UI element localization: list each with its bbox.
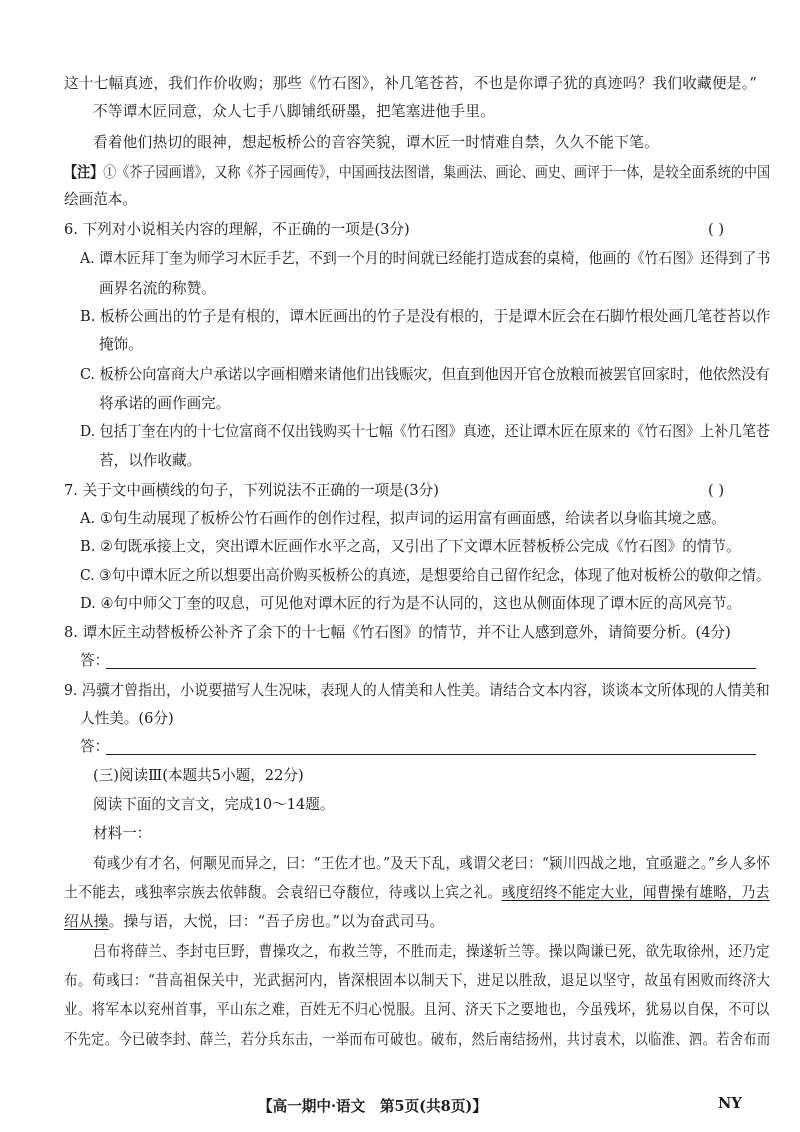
section-3-instruction: 阅读下面的文言文，完成10～14题。 (93, 796, 335, 813)
question-9-answer-label: 答： (80, 738, 110, 755)
story-paragraph-3: 看着他们热切的眼神，想起板桥公的音容笑貌，谭木匠一时情难自禁，久久不能下笔。 (93, 134, 659, 151)
question-8-answer-label: 答： (80, 652, 110, 669)
underlined-sentence-part-2: 绍从操 (64, 913, 109, 930)
question-6-option-b-line-1: B. 板桥公画出的竹子是有根的，谭木匠画出的竹子是没有根的，于是谭木匠会在石脚竹根处画几笔苍苔以作 (80, 308, 771, 325)
story-paragraph-1: 这十七幅真迹，我们作价收购；那些《竹石图》，补几笔苍苔，不也是你谭子犹的真迹吗？我们收藏便是。” (64, 75, 758, 92)
footer-code: NY (718, 1095, 742, 1112)
question-9-answer-line[interactable] (106, 754, 756, 755)
story-paragraph-2: 不等谭木匠同意，众人七手八脚铺纸研墨，把笔塞进他手里。 (93, 103, 496, 120)
question-7-option-b: B. ②句既承接上文，突出谭木匠画作水平之高，又引出了下文谭木匠替板桥公完成《竹石图》的情节。 (80, 538, 741, 555)
annotation-text: ①《芥子园画谱》，又称《芥子园画传》，中国画技法图谱，集画法、画论、画史、画评于一体，是较全面系统的中国 (103, 164, 771, 181)
annotation-tag: 【注】 (64, 164, 104, 181)
question-6-option-d-line-1: D. 包括丁奎在内的十七位富商不仅出钱购买十七幅《竹石图》真迹，还让谭木匠在原来的《竹石图》上补几笔苍 (80, 423, 770, 440)
classical-text-line-5: 布。荀彧曰：“昔高祖保关中，光武据河内，皆深根固本以制天下，进足以胜敌，退足以坚守，故虽有困败而终济大 (64, 972, 771, 989)
question-6-option-a-line-1: A. 谭木匠拜丁奎为师学习木匠手艺，不到一个月的时间就已经能打造成套的桌椅，他画的《竹石图》还得到了书 (80, 250, 771, 267)
classical-text-segment: 。操与语，大悦，曰：“吾子房也。”以为奋武司马。 (108, 913, 445, 930)
section-3-heading: (三)阅读Ⅲ(本题共5小题，22分) (93, 767, 304, 784)
question-8-answer-line[interactable] (106, 668, 756, 669)
question-6-stem: 6. 下列对小说相关内容的理解，不正确的一项是(3分) (64, 221, 410, 238)
question-8-stem: 8. 谭木匠主动替板桥公补齐了余下的十七幅《竹石图》的情节，并不让人感到意外，请简要分析。(4分) (64, 624, 731, 641)
material-1-label: 材料一： (93, 825, 152, 842)
question-7-option-d: D. ④句中师父丁奎的叹息，可见他对谭木匠的行为是不认同的，这也从侧面体现了谭木匠的高风亮节。 (80, 595, 742, 612)
underlined-sentence-part-1: 彧度绍终不能定大业，闻曹操有雄略，乃去 (501, 884, 770, 901)
classical-text-line-7: 不先定。今已破李封、薛兰，若分兵东击，一举而布可破也。破布，然后南结扬州，共讨袁术，以临淮、泗。若舍布而 (64, 1031, 771, 1048)
question-9-stem-line-2: 人性美。(6分) (80, 710, 174, 727)
question-6-option-a-line-2: 画界名流的称赞。 (99, 280, 216, 297)
question-7-option-a: A. ①句生动展现了板桥公竹石画作的创作过程，拟声词的运用富有画面感，给读者以身临其境之感。 (80, 510, 726, 527)
question-7-stem: 7. 关于文中画横线的句子，下列说法不正确的一项是(3分) (64, 482, 439, 499)
question-6-option-c-line-2: 将承诺的画作画完。 (99, 395, 231, 412)
annotation-line-1 (64, 163, 770, 183)
question-7-answer-blank[interactable]: ( ) (708, 482, 725, 499)
page-footer: 【高一期中·语文 第5页(共8页)】 (258, 1098, 487, 1115)
question-6-option-d-line-2: 苔，以作收藏。 (99, 452, 202, 469)
classical-text-line-6: 业。将军本以兖州首事，平山东之难，百姓无不归心悦服。且河、济天下之要地也，今虽残坏，犹易以自保，不可以 (64, 1001, 770, 1018)
annotation-line-2: 绘画范本。 (64, 191, 137, 208)
question-7-option-c: C. ③句中谭木匠之所以想要出高价购买板桥公的真迹，是想要给自己留作纪念，体现了他对板桥公的敬仰之情。 (80, 567, 770, 584)
classical-text-line-4: 吕布将薛兰、李封屯巨野，曹操攻之，布救兰等，不胜而走，操遂斩兰等。操以陶谦已死，欲先取徐州，还乃定 (93, 943, 770, 960)
classical-text-segment: 土不能去，彧独率宗族去依韩馥。会袁绍已夺馥位，待彧以上宾之礼。 (64, 884, 502, 901)
question-9-stem-line-1: 9. 冯骥才曾指出，小说要描写人生况味，表现人的人情美和人性美。请结合文本内容，谈谈本文所体现的人情美和 (64, 682, 770, 699)
question-6-answer-blank[interactable]: ( ) (708, 221, 725, 238)
question-6-option-c-line-1: C. 板桥公向富商大户承诺以字画相赠来请他们出钱赈灾，但直到他因开官仓放粮而被罢官回家时，他依然没有 (80, 366, 770, 383)
question-6-option-b-line-2: 掩饰。 (99, 336, 143, 353)
classical-text-line-2 (64, 883, 770, 903)
classical-text-line-1: 荀彧少有才名，何颙见而异之，曰：“王佐才也。”及天下乱，彧谓父老曰：“颍川四战之地，宜亟避之。”乡人多怀 (93, 855, 771, 872)
classical-text-line-3 (64, 912, 445, 932)
